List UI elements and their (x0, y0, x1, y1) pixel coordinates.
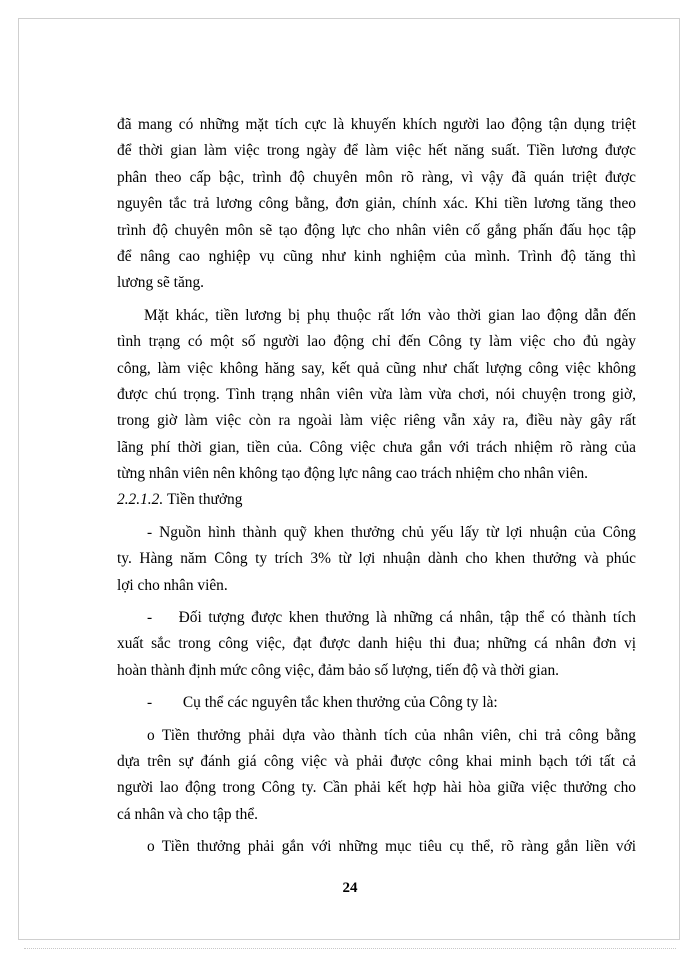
sub-bullet-1 (117, 723, 636, 829)
bullet-1 (117, 520, 636, 599)
text-line: lương sẽ tăng. (117, 274, 205, 292)
page-bottom-divider (24, 948, 676, 949)
text-line: - Nguồn hình thành quỹ khen thưởng chủ yếu lấy từ lợi nhuận của Công (147, 523, 636, 541)
text-line: trình độ chuyên môn sẽ tạo động lực cho nhân viên cố gắng phấn đấu học tập (117, 221, 636, 239)
section-number: 2.2.1.2. (117, 491, 164, 509)
text-line: trong giờ làm việc còn ra ngoài làm việc riêng vẫn xảy ra, điều này gây rất (117, 412, 636, 430)
text-line: hoàn thành định mức công việc, đảm bảo số lượng, tiến độ và thời gian. (117, 661, 560, 679)
text-line: đã mang có những mặt tích cực là khuyến khích người lao động tận dụng triệt (117, 116, 636, 133)
text-line: tình trạng có một số người lao động chỉ đến Công ty làm việc cho đủ ngày (117, 333, 636, 351)
text-line: xuất sắc trong công việc, đạt được danh hiệu thi đua; những cá nhân đơn vị (117, 635, 636, 653)
sub-bullet-2 (117, 834, 636, 860)
text-line: phân theo cấp bậc, trình độ chuyên môn rõ ràng, vì vậy đã quán triệt được (117, 168, 636, 186)
text-line: lợi cho nhân viên. (117, 576, 228, 594)
paragraph-2 (117, 303, 636, 488)
text-line: nguyên tắc trả lương công bằng, đơn giản, chính xác. Khi tiền lương tăng theo (117, 195, 636, 213)
text-line: ty. Hàng năm Công ty trích 3% từ lợi nhuận dành cho khen thưởng và phúc (117, 550, 636, 568)
page-number: 24 (342, 880, 358, 896)
text-line: để nâng cao nghiệp vụ cũng như kinh nghiệm của mình. Trình độ tăng thì (117, 247, 636, 265)
text-line: được chú trọng. Tình trạng nhân viên vừa làm vừa chơi, nói chuyện trong giờ, (117, 385, 636, 403)
section-heading (117, 487, 636, 513)
text-line: để thời gian làm việc trong ngày để làm việc hết năng suất. Tiền lương được (117, 142, 636, 160)
text-line: o Tiền thưởng phải gắn với những mục tiêu cụ thể, rõ ràng gắn liền với (147, 838, 636, 856)
paragraph-1 (117, 112, 636, 297)
text-line: - Đối tượng được khen thưởng là những cá nhân, tập thể có thành tích (147, 609, 636, 627)
text-line: o Tiền thưởng phải dựa vào thành tích của nhân viên, chi trả công bằng (147, 726, 636, 744)
bullet-2 (117, 605, 636, 684)
bullet-3: - Cụ thể các nguyên tắc khen thưởng của Công ty là: (147, 694, 498, 712)
text-line: dựa trên sự đánh giá công việc và phải được công khai minh bạch tới tất cả (117, 752, 636, 770)
text-line: người lao động trong Công ty. Cần phải kết hợp hài hòa giữa việc thưởng cho (117, 779, 636, 797)
document-body (117, 112, 636, 861)
text-line: cá nhân và cho tập thể. (117, 805, 259, 823)
text-line: từng nhân viên nên không tạo động lực nâng cao trách nhiệm cho nhân viên. (117, 465, 589, 483)
section-title: Tiền thưởng (167, 491, 243, 509)
text-line: lãng phí thời gian, tiền của. Công việc chưa gắn với trách nhiệm rõ ràng của (117, 438, 636, 456)
text-line: công, làm việc không hăng say, kết quả cũng như chất lượng công việc không (117, 359, 636, 377)
text-line: Mặt khác, tiền lương bị phụ thuộc rất lớn vào thời gian lao động dẫn đến (144, 306, 636, 324)
